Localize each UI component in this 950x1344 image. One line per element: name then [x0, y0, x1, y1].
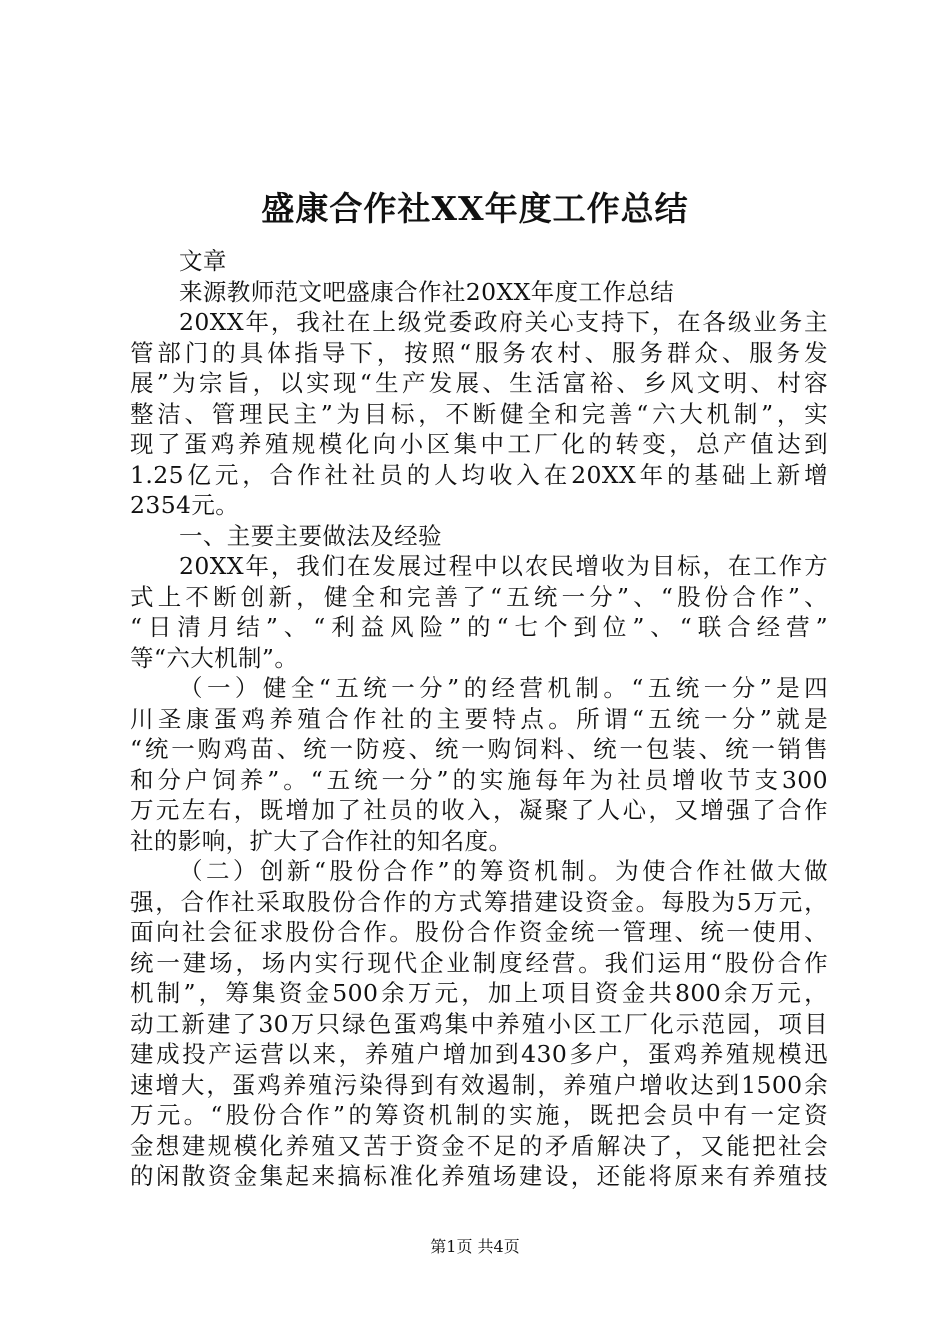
body-line: 强，合作社采取股份合作的方式筹措建设资金。每股为5万元， — [130, 887, 828, 916]
body-line: 社的影响，扩大了合作社的知名度。 — [130, 826, 513, 855]
body-line: 整洁、管理民主”为目标，不断健全和完善“六大机制”，实 — [130, 399, 828, 428]
body-line: 2354元。 — [130, 491, 240, 519]
page-footer: 第1页 共4页 — [430, 1237, 520, 1256]
body-line: 文章 — [179, 247, 227, 275]
body-line: 机制”，筹集资金500余万元，加上项目资金共800余万元， — [130, 979, 828, 1007]
body-line: 和分户饲养”。“五统一分”的实施每年为社员增收节支300 — [130, 765, 828, 794]
body-line: 万元左右，既增加了社员的收入，凝聚了人心，又增强了合作 — [130, 796, 828, 824]
body-line: 一、主要主要做法及经验 — [179, 521, 442, 550]
body-line: 20XX年，我们在发展过程中以农民增收为目标，在工作方 — [179, 552, 828, 580]
body-line: 川圣康蛋鸡养殖合作社的主要特点。所谓“五统一分”就是 — [130, 704, 828, 733]
body-line: 20XX年，我社在上级党委政府关心支持下，在各级业务主 — [179, 308, 828, 336]
body-line: 面向社会征求股份合作。股份合作资金统一管理、统一使用、 — [130, 918, 828, 946]
body-line: 展”为宗旨，以实现“生产发展、生活富裕、乡风文明、村容 — [130, 369, 828, 397]
body-line: 统一建场，场内实行现代企业制度经营。我们运用“股份合作 — [130, 948, 828, 977]
body-line: 金想建规模化养殖又苦于资金不足的矛盾解决了，又能把社会 — [130, 1131, 828, 1160]
body-line: 的闲散资金集起来搞标准化养殖场建设，还能将原来有养殖技 — [130, 1162, 828, 1190]
body-line: 万元。“股份合作”的筹资机制的实施，既把会员中有一定资 — [130, 1101, 828, 1129]
body-line: 动工新建了30万只绿色蛋鸡集中养殖小区工厂化示范园，项目 — [130, 1009, 828, 1038]
document-body — [130, 246, 828, 1192]
body-line: （二）创新“股份合作”的筹资机制。为使合作社做大做 — [179, 857, 828, 885]
document-title: 盛康合作社XX年度工作总结 — [261, 189, 689, 228]
body-line: 现了蛋鸡养殖规模化向小区集中工厂化的转变，总产值达到 — [130, 430, 828, 458]
body-line: 速增大，蛋鸡养殖污染得到有效遏制，养殖户增收达到1500余 — [130, 1070, 828, 1099]
body-line: 来源教师范文吧盛康合作社20XX年度工作总结 — [179, 277, 675, 306]
body-line: 等“六大机制”。 — [130, 643, 299, 672]
body-line: 建成投产运营以来，养殖户增加到430多户，蛋鸡养殖规模迅 — [130, 1040, 828, 1068]
body-line: 1.25亿元，合作社社员的人均收入在20XX年的基础上新增 — [130, 460, 828, 489]
body-line: （一）健全“五统一分”的经营机制。“五统一分”是四 — [179, 674, 828, 702]
body-line: 管部门的具体指导下，按照“服务农村、服务群众、服务发 — [130, 338, 828, 367]
body-line: “日清月结”、“利益风险”的“七个到位”、“联合经营” — [130, 613, 828, 641]
body-line: 式上不断创新，健全和完善了“五统一分”、“股份合作”、 — [130, 582, 828, 611]
body-line: “统一购鸡苗、统一防疫、统一购饲料、统一包装、统一销售 — [130, 735, 828, 763]
